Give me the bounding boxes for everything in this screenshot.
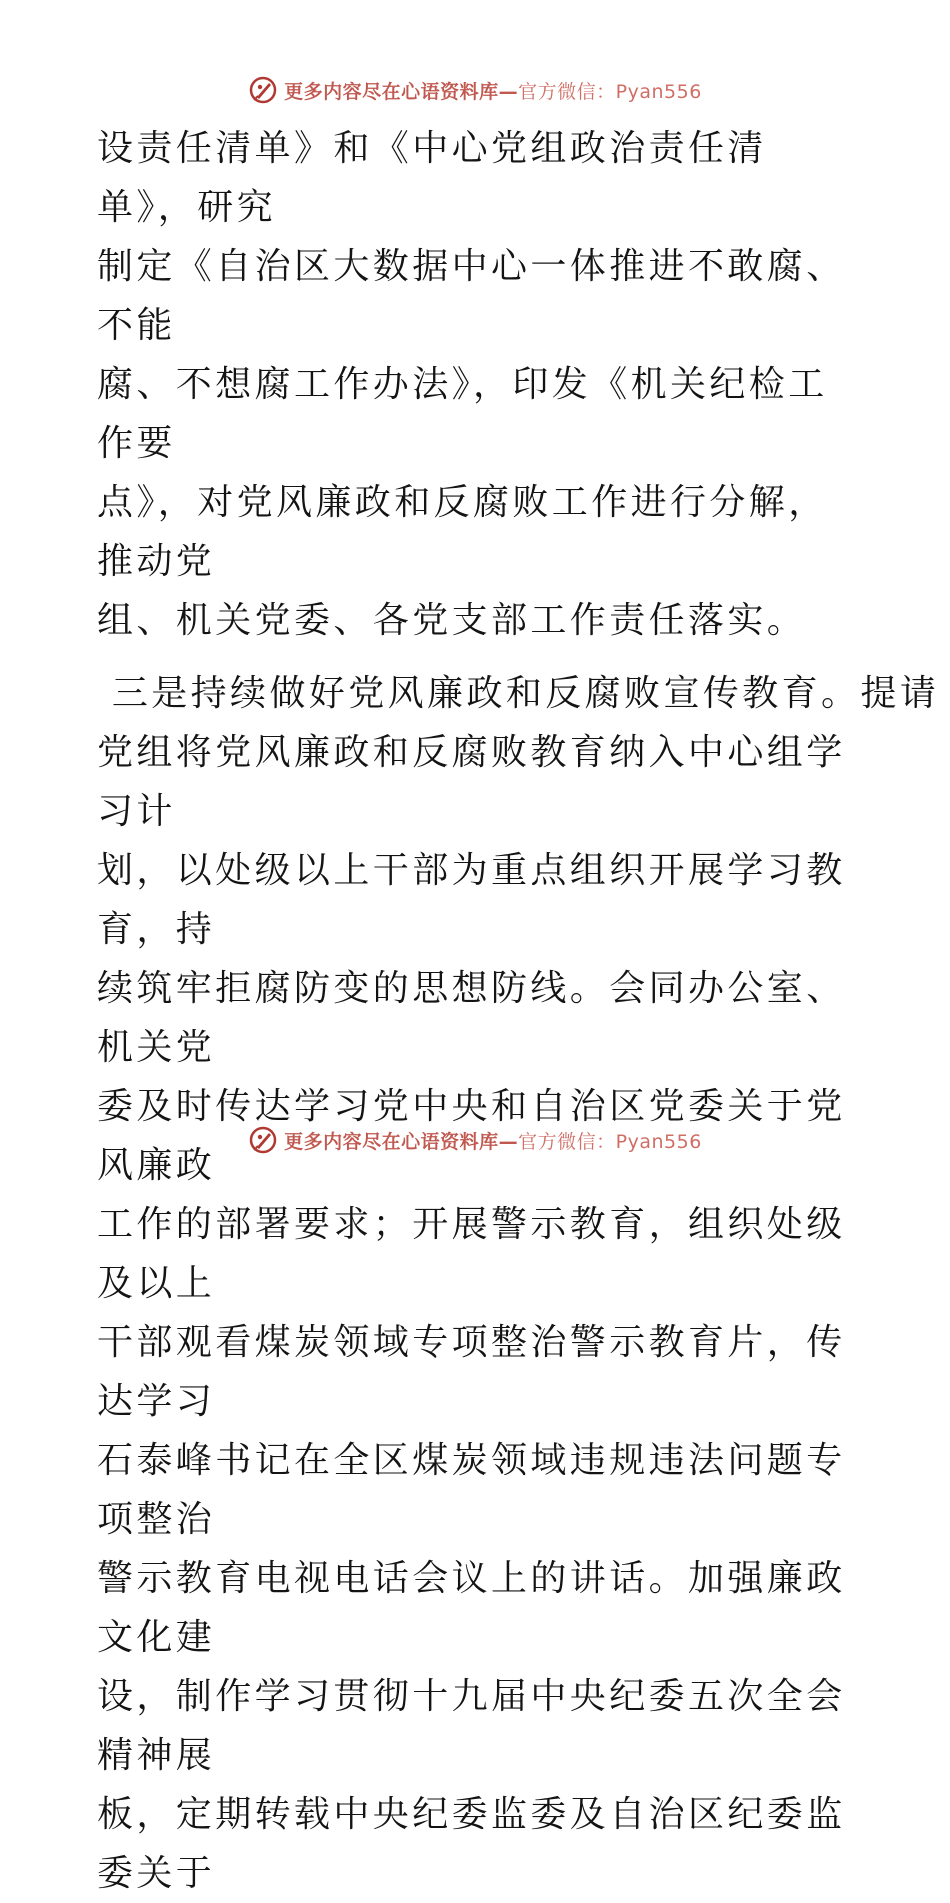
text-line: 划，以处级以上干部为重点组织开展学习教育，持	[97, 850, 846, 950]
banner-site-text: 更多内容尽在心语资料库—	[284, 80, 519, 103]
text-line: 腐、不想腐工作办法》，印发《机关纪检工作要	[97, 364, 828, 464]
text-line: 点》，对党风廉政和反腐败工作进行分解，推动党	[97, 482, 828, 582]
text-line: 三是持续做好党风廉政和反腐败宣传教育。提请	[97, 673, 940, 714]
banner-wechat-text: 官方微信：Pyan556	[518, 1130, 702, 1153]
text-line: 干部观看煤炭领域专项整治警示教育片，传达学习	[97, 1322, 846, 1422]
text-line: 设责任清单》和《中心党组政治责任清单》，研究	[97, 128, 767, 228]
banner-wechat-text: 官方微信：Pyan556	[518, 80, 702, 103]
text-line: 板，定期转载中央纪委监委及自治区纪委监委关于	[97, 1794, 846, 1894]
banner-site-text: 更多内容尽在心语资料库—	[284, 1130, 519, 1153]
text-line: 工作的部署要求；开展警示教育，组织处级及以上	[97, 1204, 846, 1304]
text-line: 警示教育电视电话会议上的讲话。加强廉政文化建	[97, 1558, 846, 1658]
text-line: 组、机关党委、各党支部工作责任落实。	[97, 600, 807, 641]
quill-pen-logo-icon	[248, 75, 278, 105]
footer-banner	[0, 1122, 950, 1158]
banner-text	[284, 1127, 702, 1154]
text-line: 续筑牢拒腐防变的思想防线。会同办公室、机关党	[97, 968, 846, 1068]
text-line: 制定《自治区大数据中心一体推进不敢腐、不能	[97, 246, 846, 346]
quill-pen-logo-icon	[248, 1125, 278, 1155]
paragraph-2	[97, 664, 940, 1903]
document-body	[97, 119, 940, 1903]
text-line: 委及时传达学习党中央和自治区党委关于党风廉政	[97, 1086, 846, 1186]
banner-text	[284, 77, 702, 104]
text-line: 石泰峰书记在全区煤炭领域违规违法问题专项整治	[97, 1440, 846, 1540]
text-line: 设，制作学习贯彻十九届中央纪委五次全会精神展	[97, 1676, 846, 1776]
text-line: 党组将党风廉政和反腐败教育纳入中心组学习计	[97, 732, 846, 832]
paragraph-1	[97, 119, 857, 650]
header-banner	[0, 72, 950, 108]
